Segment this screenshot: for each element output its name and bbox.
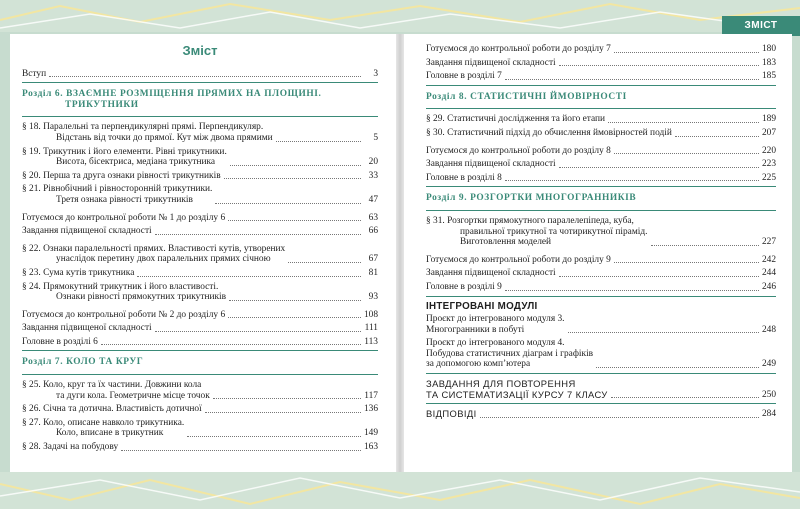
entry-text: Многогранники в побуті — [426, 324, 525, 335]
divider — [426, 296, 776, 297]
leader-dots — [155, 234, 361, 235]
toc-entry-advanced-tasks[interactable] — [426, 268, 776, 279]
toc-entry-advanced-tasks[interactable] — [22, 323, 378, 334]
page-number: 227 — [761, 237, 776, 248]
entry-text: § 22. Ознаки паралельності прямих. Властивості кутів, утворених — [22, 243, 286, 254]
page-title: Зміст — [182, 43, 218, 58]
entry-text: Виготовлення моделей — [460, 237, 552, 248]
toc-entry-test-prep[interactable] — [426, 146, 776, 157]
page-number: 113 — [364, 336, 378, 347]
page-number: 244 — [761, 268, 776, 279]
page-number: 81 — [368, 267, 378, 278]
page-number: 185 — [761, 71, 776, 82]
leader-dots — [205, 412, 361, 413]
leader-dots — [224, 178, 361, 179]
divider — [426, 373, 776, 374]
entry-text: § 23. Сума кутів трикутника — [22, 267, 135, 278]
section-title-line: КОЛО ТА КРУГ — [66, 357, 144, 368]
section-heading-6 — [22, 89, 378, 110]
entry-text: § 26. Січна та дотична. Властивість дотичної — [22, 404, 202, 415]
toc-entry-summary[interactable] — [426, 71, 776, 82]
entry-text: ТА СИСТЕМАТИЗАЦІЇ КУРСУ 7 КЛАСУ — [426, 388, 608, 400]
toc-entry[interactable] — [426, 114, 776, 125]
entry-text: Вступ — [22, 68, 47, 79]
page-number: 250 — [761, 389, 776, 400]
leader-dots — [505, 180, 759, 181]
toc-entry[interactable] — [22, 171, 378, 182]
entry-text: § 19. Трикутник і його елементи. Рівні трикутники. — [22, 146, 227, 157]
page-number: 225 — [761, 172, 776, 183]
divider — [426, 403, 776, 404]
leader-dots — [505, 290, 759, 291]
entry-text: § 30. Статистичний підхід до обчислення ймовірностей подій — [426, 127, 672, 138]
divider — [22, 116, 378, 117]
toc-entry-intro[interactable] — [22, 69, 378, 80]
entry-text: § 20. Перша та друга ознаки рівності трикутників — [22, 170, 221, 181]
toc-entry-advanced-tasks[interactable] — [426, 58, 776, 69]
toc-entry[interactable] — [426, 216, 776, 248]
leader-dots — [137, 276, 361, 277]
section-title-line: РОЗГОРТКИ МНОГОГРАННИКІВ — [470, 193, 637, 204]
leader-dots — [228, 220, 361, 221]
toc-entry-test-prep[interactable] — [22, 310, 378, 321]
toc-entry-advanced-tasks[interactable] — [426, 159, 776, 170]
toc-entry[interactable] — [426, 128, 776, 139]
leader-dots — [651, 245, 759, 246]
entry-text: Головне в розділі 6 — [22, 336, 98, 347]
entry-text: Завдання підвищеної складності — [426, 159, 556, 170]
entry-text: Ознаки рівності прямокутних трикутників — [56, 292, 227, 303]
leader-dots — [614, 153, 759, 154]
entry-text: Готуємося до контрольної роботи № 1 до розділу 6 — [22, 212, 226, 223]
divider — [22, 350, 378, 351]
entry-text: Коло, вписане в трикутник — [56, 428, 164, 439]
page-number: 117 — [364, 390, 378, 401]
entry-text: Завдання підвищеної складності — [426, 268, 556, 279]
page-number: 136 — [363, 404, 378, 415]
right-toc — [426, 44, 776, 423]
entry-text: ЗАВДАННЯ ДЛЯ ПОВТОРЕННЯ — [426, 378, 576, 390]
section-title-line: СТАТИСТИЧНІ ЙМОВІРНОСТІ — [470, 91, 627, 102]
leader-dots — [614, 52, 759, 53]
entry-text: Проєкт до інтегрованого модуля 4. — [426, 338, 565, 349]
leader-dots — [608, 122, 759, 123]
page-number: 63 — [368, 212, 378, 223]
page-number: 3 — [373, 68, 378, 79]
entry-text: Готуємося до контрольної роботи до розділу 8 — [426, 145, 611, 156]
toc-entry[interactable] — [22, 282, 378, 303]
entry-text: та дуги кола. Геометричне місце точок — [56, 390, 210, 401]
toc-entry[interactable] — [22, 404, 378, 415]
leader-dots — [215, 203, 361, 204]
leader-dots — [559, 65, 759, 66]
toc-entry-project[interactable] — [426, 338, 776, 370]
entry-text: Відстань від точки до прямої. Кут між двома прямими — [56, 132, 273, 143]
page-number: 111 — [364, 323, 378, 334]
leader-dots — [49, 76, 361, 77]
toc-entry-summary[interactable] — [426, 282, 776, 293]
page-number: 242 — [761, 254, 776, 265]
entry-text: унаслідок перетину двох паралельних прямих січною — [56, 254, 271, 265]
page-number: 20 — [368, 157, 378, 168]
section-label: Розділ 6. — [22, 89, 64, 100]
entry-text: Головне в розділі 8 — [426, 172, 502, 183]
page-number: 93 — [368, 292, 378, 303]
entry-text: § 29. Статистичні дослідження та його етапи — [426, 114, 606, 125]
leader-dots — [288, 262, 361, 263]
leader-dots — [480, 417, 759, 418]
toc-entry-summary[interactable] — [426, 173, 776, 184]
page-number: 248 — [761, 324, 776, 335]
leader-dots — [228, 317, 361, 318]
page-number: 66 — [368, 226, 378, 237]
leader-dots — [155, 331, 361, 332]
book-gutter — [396, 34, 404, 472]
page-number: 33 — [368, 170, 378, 181]
toc-entry[interactable] — [22, 184, 378, 205]
section-label: Розділ 9. — [426, 193, 468, 204]
entry-text: ВІДПОВІДІ — [426, 408, 477, 420]
leader-dots — [596, 367, 759, 368]
entry-text: § 27. Коло, описане навколо трикутника. — [22, 417, 185, 428]
entry-text: Готуємося до контрольної роботи до розділу 7 — [426, 44, 611, 54]
page-number: 249 — [761, 359, 776, 370]
entry-text: правильної трикутної та чотирикутної пірамід. — [460, 226, 648, 237]
leader-dots — [276, 141, 361, 142]
page-number: 183 — [761, 57, 776, 68]
toc-entry[interactable] — [22, 418, 378, 439]
leader-dots — [213, 398, 361, 399]
entry-text: Завдання підвищеної складності — [22, 323, 152, 334]
right-page — [404, 34, 792, 472]
divider — [426, 85, 776, 86]
entry-text: за допомогою комп’ютера — [426, 359, 531, 370]
section-header-tag: ЗМІСТ — [722, 16, 800, 36]
toc-entry-answers[interactable] — [426, 409, 776, 420]
page-number: 246 — [761, 281, 776, 292]
toc-entry-summary[interactable] — [22, 337, 378, 348]
toc-entry-test-prep[interactable] — [426, 255, 776, 266]
entry-text: Головне в розділі 7 — [426, 71, 502, 82]
page-number: 180 — [761, 44, 776, 54]
entry-text: § 24. Прямокутний трикутник і його властивості. — [22, 281, 219, 292]
page-number: 5 — [373, 132, 378, 143]
divider — [426, 108, 776, 109]
divider — [426, 186, 776, 187]
left-page — [10, 34, 396, 472]
divider — [22, 374, 378, 375]
leader-dots — [614, 262, 759, 263]
leader-dots — [229, 300, 361, 301]
leader-dots — [559, 276, 759, 277]
section-label: Розділ 7. — [22, 357, 64, 368]
toc-entry[interactable] — [22, 268, 378, 279]
entry-text: Побудова статистичних діаграм і графіків — [426, 348, 594, 359]
page-number: 284 — [761, 409, 776, 420]
page-number: 108 — [363, 309, 378, 320]
entry-text: § 18. Паралельні та перпендикулярні прямі. Перпендикуляр. — [22, 122, 264, 133]
entry-text: Третя ознака рівності трикутників — [56, 194, 193, 205]
page-number: 189 — [761, 114, 776, 125]
toc-entry[interactable] — [22, 442, 378, 453]
divider — [426, 210, 776, 211]
toc-entry-review[interactable] — [426, 379, 776, 400]
page-number: 163 — [363, 442, 378, 453]
leader-dots — [505, 79, 759, 80]
toc-entry-advanced-tasks[interactable] — [22, 226, 378, 237]
integrated-modules-heading: ІНТЕГРОВАНІ МОДУЛІ — [426, 300, 538, 312]
top-decorative-band — [0, 0, 800, 32]
entry-text: § 31. Розгортки прямокутного паралелепіпеда, куба, — [426, 215, 634, 226]
leader-dots — [675, 136, 759, 137]
section-heading-7 — [22, 357, 378, 368]
entry-text: Готуємося до контрольної роботи № 2 до розділу 6 — [22, 309, 226, 320]
entry-text: Готуємося до контрольної роботи до розділу 9 — [426, 254, 611, 265]
toc-entry[interactable] — [22, 244, 378, 265]
section-title-line: ВЗАЄМНЕ РОЗМІЩЕННЯ ПРЯМИХ НА ПЛОЩИНІ. — [66, 89, 322, 100]
page-number: 149 — [363, 428, 378, 439]
entry-text: Завдання підвищеної складності — [22, 226, 152, 237]
toc-entry[interactable] — [22, 122, 378, 143]
entry-text: Завдання підвищеної складності — [426, 57, 556, 68]
leader-dots — [230, 165, 361, 166]
leader-dots — [101, 344, 361, 345]
toc-entry-test-prep[interactable] — [426, 44, 776, 55]
leader-dots — [187, 436, 361, 437]
toc-entry[interactable] — [22, 380, 378, 401]
leader-dots — [121, 450, 361, 451]
entry-text: Проєкт до інтегрованого модуля 3. — [426, 314, 565, 325]
page-number: 223 — [761, 159, 776, 170]
page-number: 67 — [368, 254, 378, 265]
toc-entry[interactable] — [22, 147, 378, 168]
entry-text: Головне в розділі 9 — [426, 281, 502, 292]
bottom-decorative-band — [0, 472, 800, 509]
section-label: Розділ 8. — [426, 91, 468, 102]
section-heading-8 — [426, 92, 776, 103]
entry-text: § 28. Задачі на побудову — [22, 442, 119, 453]
leader-dots — [559, 167, 759, 168]
leader-dots — [611, 397, 759, 398]
page-number: 47 — [368, 194, 378, 205]
page-number: 207 — [761, 127, 776, 138]
entry-text: Висота, бісектриса, медіана трикутника — [56, 157, 216, 168]
leader-dots — [568, 332, 759, 333]
toc-entry-test-prep[interactable] — [22, 213, 378, 224]
divider — [22, 82, 378, 83]
page-number: 220 — [761, 145, 776, 156]
entry-text: § 25. Коло, круг та їх частини. Довжини кола — [22, 380, 202, 391]
section-heading-9 — [426, 193, 776, 204]
entry-text: § 21. Рівнобічний і рівносторонній трикутники. — [22, 184, 213, 195]
section-title-line: ТРИКУТНИКИ — [65, 99, 139, 110]
left-toc — [22, 34, 378, 456]
toc-entry-project[interactable] — [426, 314, 776, 335]
